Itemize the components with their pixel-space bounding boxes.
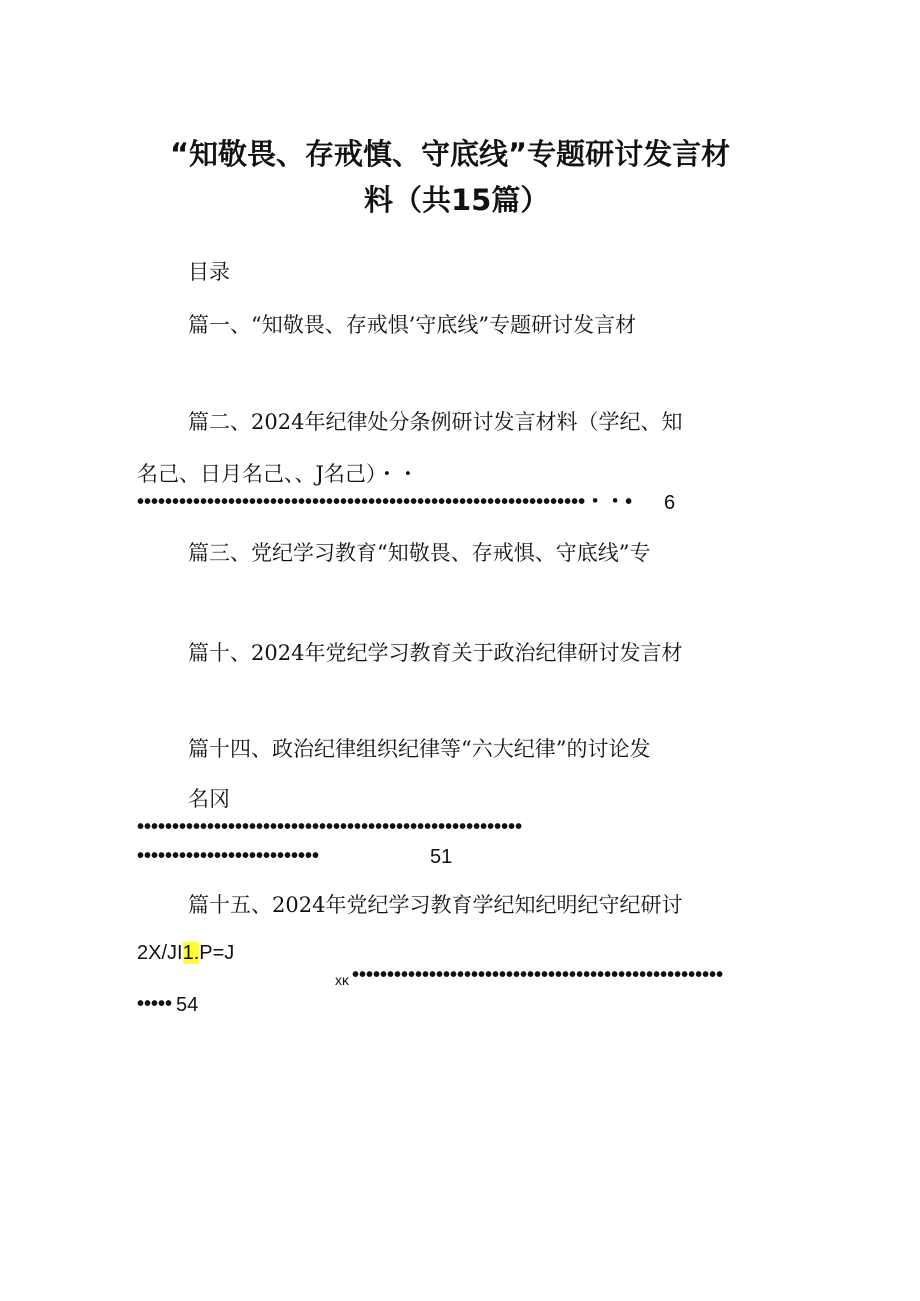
toc-entry-15-mark: xĸ <box>335 972 349 988</box>
toc-entry-15-leader-dots-2: ••••• <box>137 994 173 1014</box>
continuation-text-b: P=J <box>199 942 235 964</box>
toc-entry-1[interactable]: 篇一、“知敬畏、存戒惧’守底线”专题研讨发言材 <box>188 313 637 337</box>
toc-entry-15-continuation <box>137 943 234 963</box>
highlighted-text: 1. <box>182 942 200 964</box>
title-line-2: 料（共15篇） <box>364 183 550 217</box>
toc-heading: 目录 <box>188 260 230 284</box>
continuation-text-a: 2X/JI <box>137 942 183 964</box>
toc-entry-10[interactable]: 篇十、2024年党纪学习教育关于政治纪律研讨发言材 <box>188 641 683 665</box>
toc-entry-14-continuation: 名冈 <box>188 787 230 811</box>
toc-entry-2[interactable]: 篇二、2024年纪律处分条例研讨发言材料（学纪、知 <box>188 410 683 434</box>
toc-entry-14[interactable]: 篇十四、政治纪律组织纪律等“六大纪律”的讨论发 <box>188 737 651 761</box>
toc-entry-15-page-number: 54 <box>176 994 199 1016</box>
toc-entry-14-page-number: 51 <box>430 846 453 868</box>
toc-entry-2-continuation: 名己、日月名己、、J名己）・・ <box>137 462 419 486</box>
toc-entry-14-leader-dots-1: ••••••••••••••••••••••••••••••••••••••••••••••••••••••• <box>137 817 523 837</box>
toc-entry-2-page-number: 6 <box>664 492 676 514</box>
toc-entry-15-leader-dots-1: ••••••••••••••••••••••••••••••••••••••••••••••••••••• <box>352 965 724 985</box>
toc-entry-3[interactable]: 篇三、党纪学习教育“知敬畏、存戒惧、守底线”专 <box>188 541 651 565</box>
toc-entry-15[interactable]: 篇十五、2024年党纪学习教育学纪知纪明纪守纪研讨 <box>188 893 683 917</box>
title-line-1: “知敬畏、存戒慎、守底线”专题研讨发言材 <box>170 137 731 171</box>
toc-entry-2-leader-dots: ••••••••••••••••••••••••••••••••••••••••••••••••••••••••••••••••・・• <box>137 492 633 512</box>
toc-entry-14-leader-dots-2: •••••••••••••••••••••••••• <box>137 846 320 866</box>
